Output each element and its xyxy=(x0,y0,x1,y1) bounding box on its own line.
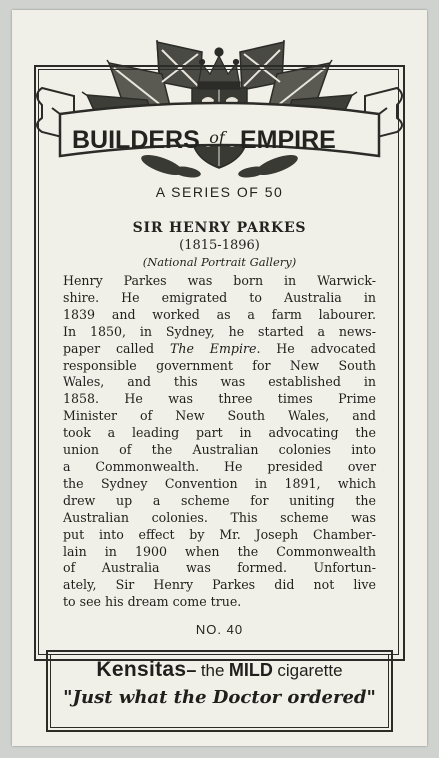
biography-line: took a leading part in advocating the xyxy=(63,425,376,441)
biography-line: the Sydney Convention in 1891, which xyxy=(63,475,376,491)
biography-line: union of the Australian colonies into xyxy=(63,442,376,458)
banner-right-word: EMPIRE xyxy=(240,126,336,154)
advert-brand-line xyxy=(12,658,427,682)
biography-line: to see his dream come true. xyxy=(63,594,242,610)
life-dates: (1815-1896) xyxy=(179,238,260,253)
biography-line: Wales, and this was established in xyxy=(63,374,376,390)
biography-text xyxy=(63,273,376,611)
biography-line: responsible government for New South xyxy=(63,357,376,373)
card-number: NO. 40 xyxy=(195,622,244,637)
biography-line: lain in 1900 when the Commonwealth xyxy=(63,543,376,559)
brand-dash: – xyxy=(186,660,197,680)
banner-connector: of xyxy=(209,128,225,147)
biography-line: 1839 and worked as a farm labourer. xyxy=(63,306,376,322)
newspaper-title: The Empire xyxy=(169,340,257,356)
biography-line: shire. He emigrated to Australia in xyxy=(63,289,376,305)
image-source: (National Portrait Gallery) xyxy=(142,255,297,269)
banner-left-word: BUILDERS xyxy=(72,126,200,154)
biography-line: In 1850, in Sydney, he started a news- xyxy=(63,323,376,339)
biography-line: of Australia was formed. Unfortun- xyxy=(63,560,376,576)
biography-line: paper called The Empire. He advocated xyxy=(63,340,376,356)
biography-line: ately, Sir Henry Parkes did not live xyxy=(63,577,376,593)
brand-name: Kensitas xyxy=(96,658,187,681)
biography-line: Minister of New South Wales, and xyxy=(63,408,376,424)
biography-line: a Commonwealth. He presided over xyxy=(63,458,376,474)
advert-slogan: "Just what the Doctor ordered" xyxy=(63,687,376,708)
tagline-strong: MILD xyxy=(228,660,273,680)
series-label: A SERIES OF 50 xyxy=(155,184,284,200)
biography-line: Henry Parkes was born in Warwick- xyxy=(63,273,376,288)
card-title: SIR HENRY PARKES xyxy=(132,220,307,236)
tagline-post: cigarette xyxy=(277,661,343,680)
biography-line: 1858. He was three times Prime xyxy=(63,391,376,407)
biography-line: put into effect by Mr. Joseph Chamber- xyxy=(63,526,376,542)
biography-line: drew up a scheme for uniting the xyxy=(63,492,376,508)
tagline-pre: the xyxy=(200,661,225,680)
biography-line: Australian colonies. This scheme was xyxy=(63,509,376,525)
cigarette-card xyxy=(12,10,427,746)
